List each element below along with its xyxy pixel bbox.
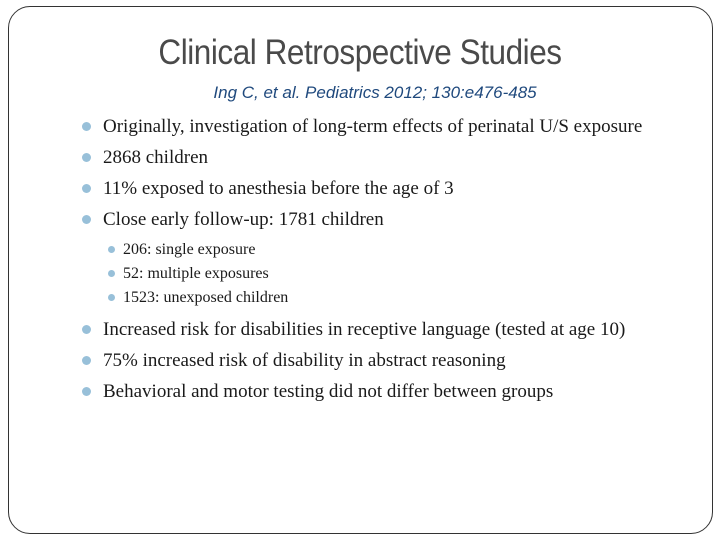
- bullet-icon: [82, 325, 91, 334]
- sub-bullet-text: 52: multiple exposures: [123, 265, 269, 282]
- bullet-icon: [82, 153, 91, 162]
- bullet-icon: [82, 215, 91, 224]
- sub-bullet-list: [103, 240, 662, 307]
- sub-bullet-icon: [108, 294, 115, 301]
- bullet-text: Originally, investigation of long-term effects of perinatal U/S exposure: [103, 116, 643, 137]
- sub-bullet-item: [103, 240, 662, 259]
- sub-bullet-text: 1523: unexposed children: [123, 289, 289, 306]
- sub-bullet-text: 206: single exposure: [123, 241, 256, 258]
- sub-bullet-item: [103, 288, 662, 307]
- bullet-item: [0, 350, 720, 372]
- bullet-icon: [82, 356, 91, 365]
- bullet-text: Increased risk for disabilities in receptive language (tested at age 10): [103, 319, 626, 340]
- sub-bullet-icon: [108, 270, 115, 277]
- bullet-icon: [82, 122, 91, 131]
- bullet-icon: [82, 387, 91, 396]
- bullet-text: 11% exposed to anesthesia before the age of 3: [103, 178, 454, 199]
- bullet-text: Behavioral and motor testing did not differ between groups: [103, 381, 554, 402]
- bullet-item: [0, 178, 720, 200]
- bullet-text: 75% increased risk of disability in abstract reasoning: [103, 350, 506, 371]
- bullet-text: Close early follow-up: 1781 children: [103, 209, 384, 230]
- bullet-item: [0, 381, 720, 403]
- slide-title: Clinical Retrospective Studies: [158, 33, 562, 72]
- bullet-item: [0, 319, 720, 341]
- bullet-item: [0, 147, 720, 169]
- sub-bullet-item: [103, 264, 662, 283]
- bullet-item: [0, 116, 720, 138]
- bullet-item: [0, 209, 720, 307]
- slide-subtitle-citation: Ing C, et al. Pediatrics 2012; 130:e476-485: [213, 83, 537, 102]
- bullet-icon: [82, 184, 91, 193]
- bullet-list: [0, 116, 720, 412]
- bullet-text: 2868 children: [103, 147, 209, 168]
- sub-bullet-icon: [108, 246, 115, 253]
